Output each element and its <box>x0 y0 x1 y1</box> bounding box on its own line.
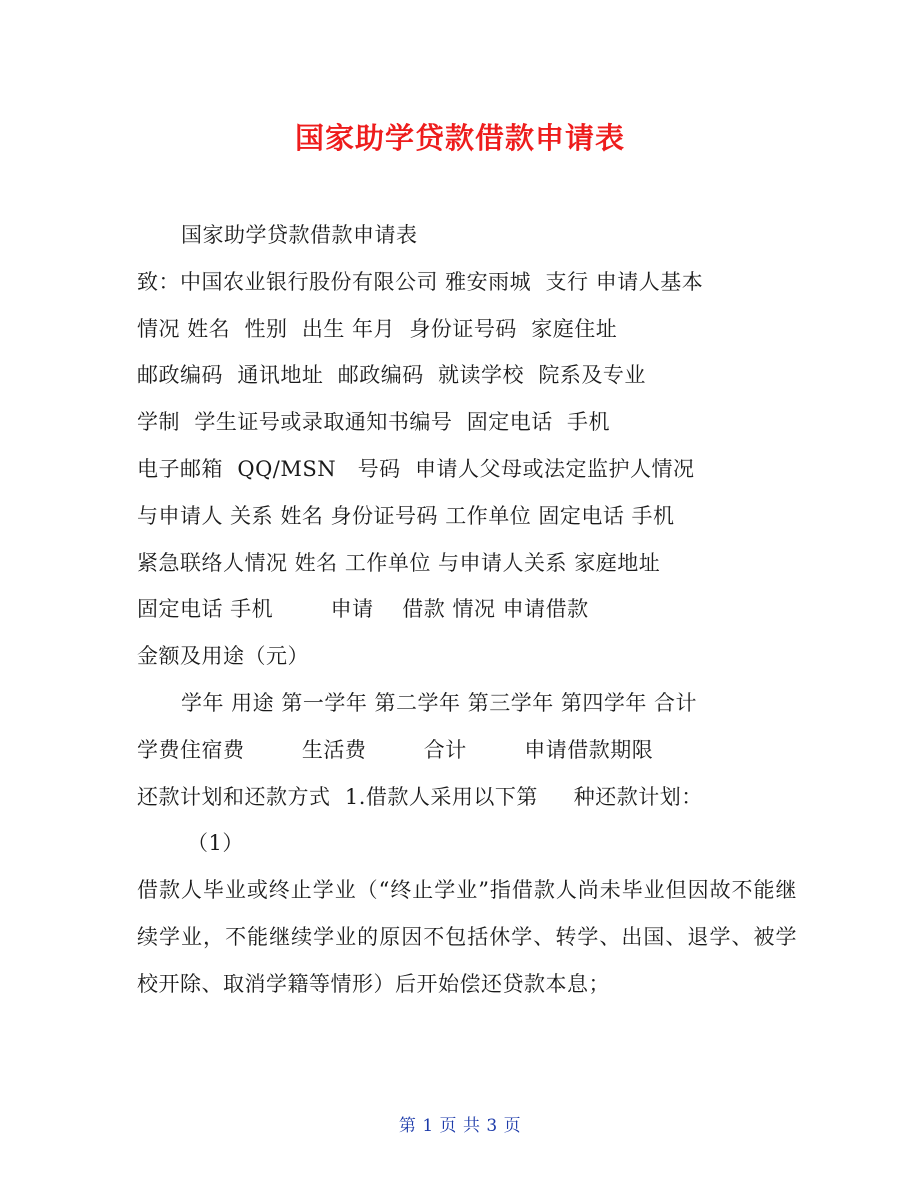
body-line-8: 紧急联络人情况 姓名 工作单位 与申请人关系 家庭地址 <box>137 550 661 575</box>
body-line-4: 邮政编码 通讯地址 邮政编码 就读学校 院系及专业 <box>137 363 646 388</box>
body-line-7: 与申请人 关系 姓名 身份证号码 工作单位 固定电话 手机 <box>137 503 675 528</box>
body-line-1: 国家助学贷款借款申请表 <box>181 223 418 247</box>
body-line-3: 情况 姓名 性别 出生 年月 身份证号码 家庭住址 <box>137 316 618 341</box>
body-line-12: 学费住宿费 生活费 合计 申请借款期限 <box>137 737 654 762</box>
body-line-2: 致：中国农业银行股份有限公司 雅安雨城 支行 申请人基本 <box>137 269 704 294</box>
body-line-5: 学制 学生证号或录取通知书编号 固定电话 手机 <box>137 410 611 435</box>
document-body <box>137 212 797 1008</box>
body-line-14: （1） <box>187 831 244 856</box>
page-number-footer: 第 1 页 共 3 页 <box>398 1116 522 1136</box>
body-line-13: 还款计划和还款方式 1.借款人采用以下第 种还款计划： <box>137 784 703 809</box>
body-line-6: 电子邮箱 QQ/MSN 号码 申请人父母或法定监护人情况 <box>137 456 695 481</box>
document-title: 国家助学贷款借款申请表 <box>294 121 625 155</box>
body-paragraph: 借款人毕业或终止学业（“终止学业”指借款人尚未毕业但因故不能继续学业，不能继续学业的原因不包括休学、转学、出国、退学、被学校开除、取消学籍等情形）后开始偿还贷款本息； <box>137 878 797 996</box>
body-line-11: 学年 用途 第一学年 第二学年 第三学年 第四学年 合计 <box>181 690 698 715</box>
body-line-10: 金额及用途（元） <box>137 644 309 669</box>
body-line-9: 固定电话 手机 申请 借款 情况 申请借款 <box>137 597 589 622</box>
